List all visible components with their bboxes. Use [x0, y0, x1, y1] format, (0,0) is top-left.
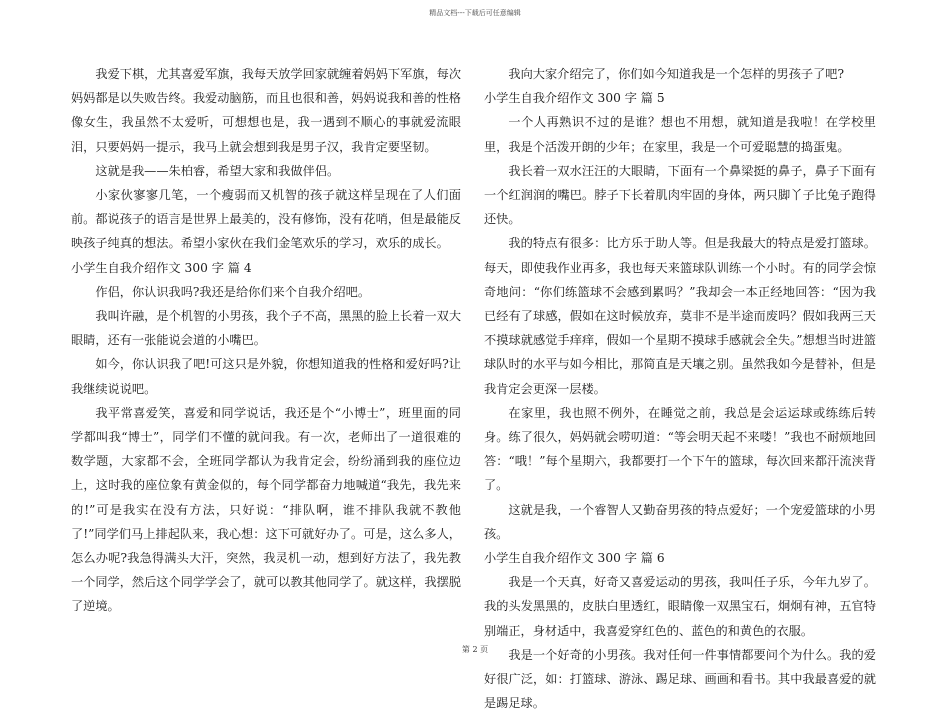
paragraph: 一个人再熟识不过的是谁？想也不用想，就知道是我啦！在学校里里，我是个活泼开朗的少年；在家里，我是一个可爱聪慧的捣蛋鬼。: [484, 115, 876, 154]
paragraph: 小家伙寥寥几笔，一个瘦弱而又机智的孩子就这样呈现在了人们面前。都说孩子的语言是世界上最美的，没有修饰，没有花哨，但是最能反映孩子纯真的想法。希望小家伙在我们金笔欢乐的学习，欢乐的成长。: [71, 188, 461, 251]
paragraph: 我平常喜爱笑，喜爱和同学说话，我还是个“小博士”，班里面的同学都叫我“博士”，同学们不懂的就问我。有一次，老师出了一道很难的数学题，大家都不会，全班同学都认为我肯定会，纷纷涌到我的座位边上，这时我的座位象有黄金似的，每个同学都奋力地喊道“我先，我先来的!”可是我实在没有方法，只好说：“排队啊，谁不排队我就不教他了!”同学们马上排起队来，我心想：这下可就好办了。可是，这么多人，怎么办呢?我急得满头大汗，突然，我灵机一动，想到好方法了，我先教一个同学，然后这个同学学会了，就可以教其他同学了。就这样，我摆脱了逆境。: [71, 405, 461, 614]
page-header: 精品文档---下载后可任意编辑: [429, 9, 521, 17]
section-heading: 小学生自我介绍作文 300 字 篇 5: [484, 91, 665, 106]
paragraph: 在家里，我也照不例外，在睡觉之前，我总是会运运球或练练后转身。练了很久，妈妈就会唠叨道：“等会明天起不来喽！”我也不耐烦地回答：“哦！”每个星期六，我都要打一个下午的篮球，每次回来都汗流浃背了。: [484, 405, 876, 493]
left-column: [71, 62, 461, 619]
paragraph: 我是一个天真，好奇又喜爱运动的男孩，我叫任子乐，今年九岁了。我的头发黑黑的，皮肤白里透红，眼睛像一双黑宝石，炯炯有神，五官特别端正，身材适中，我喜爱穿红色的、蓝色的和黄色的衣服。: [484, 575, 876, 638]
page-number: 第 2 页: [461, 645, 489, 654]
paragraph: 我叫许融，是个机智的小男孩，我个子不高，黑黑的脸上长着一双大眼睛，还有一张能说会道的小嘴巴。: [71, 309, 462, 348]
section-heading: 小学生自我介绍作文 300 字 篇 6: [484, 551, 665, 566]
paragraph: 我长着一双水汪汪的大眼睛，下面有一个鼻梁挺的鼻子，鼻子下面有一个红润润的嘴巴。脖子下长着肌肉牢固的身体，两只脚丫子比兔子跑得还快。: [484, 163, 876, 227]
paragraph: 如今，你认识我了吧!可这只是外貌，你想知道我的性格和爱好吗?让我继续说说吧。: [71, 357, 461, 396]
paragraph: 我的特点有很多：比方乐于助人等。但是我最大的特点是爱打篮球。每天，即使我作业再多，我也每天来篮球队训练一个小时。有的同学会惊奇地问：“你们练篮球不会感到累吗？”我却会一本正经地回答：“因为我已经有了球感，假如在这时候放弃，莫非不是半途而废吗？假如我两三天不摸球就感觉手痒痒，假如一个星期不摸球手感就会全失。”想想当时进篮球队时的水平与如今相比，那简直是天壤之别。虽然我如今是替补，但是我肯定会更深一层楼。: [484, 236, 876, 396]
paragraph: 作侣，你认识我吗?我还是给你们来个自我介绍吧。: [95, 284, 371, 299]
paragraph: 这就是我——朱柏睿，希望大家和我做伴侣。: [95, 163, 340, 178]
right-column: [484, 62, 876, 715]
paragraph: 我是一个好奇的小男孩。我对任何一件事情都要问个为什么。我的爱好很广泛，如：打篮球、游泳、踢足球、画画和看书。其中我最喜爱的就是踢足球。: [484, 647, 876, 711]
paragraph: 我爱下棋，尤其喜爱军旗，我每天放学回家就缠着妈妈下军旗，每次妈妈都是以失败告终。我爱动脑筋，而且也很和善，妈妈说我和善的性格像女生，我虽然不太爱听，可想想也是，我一遇到不顺心的事就爱流眼泪，只要妈妈一提示，我马上就会想到我是男子汉，我肯定要坚韧。: [71, 67, 462, 154]
paragraph: 我向大家介绍完了，你们如今知道我是一个怎样的男孩子了吧?: [508, 67, 844, 81]
paragraph: 这就是我，一个睿智人又勤奋男孩的特点爱好；一个宠爱篮球的小男孩。: [484, 502, 876, 541]
section-heading: 小学生自我介绍作文 300 字 篇 4: [71, 260, 252, 275]
